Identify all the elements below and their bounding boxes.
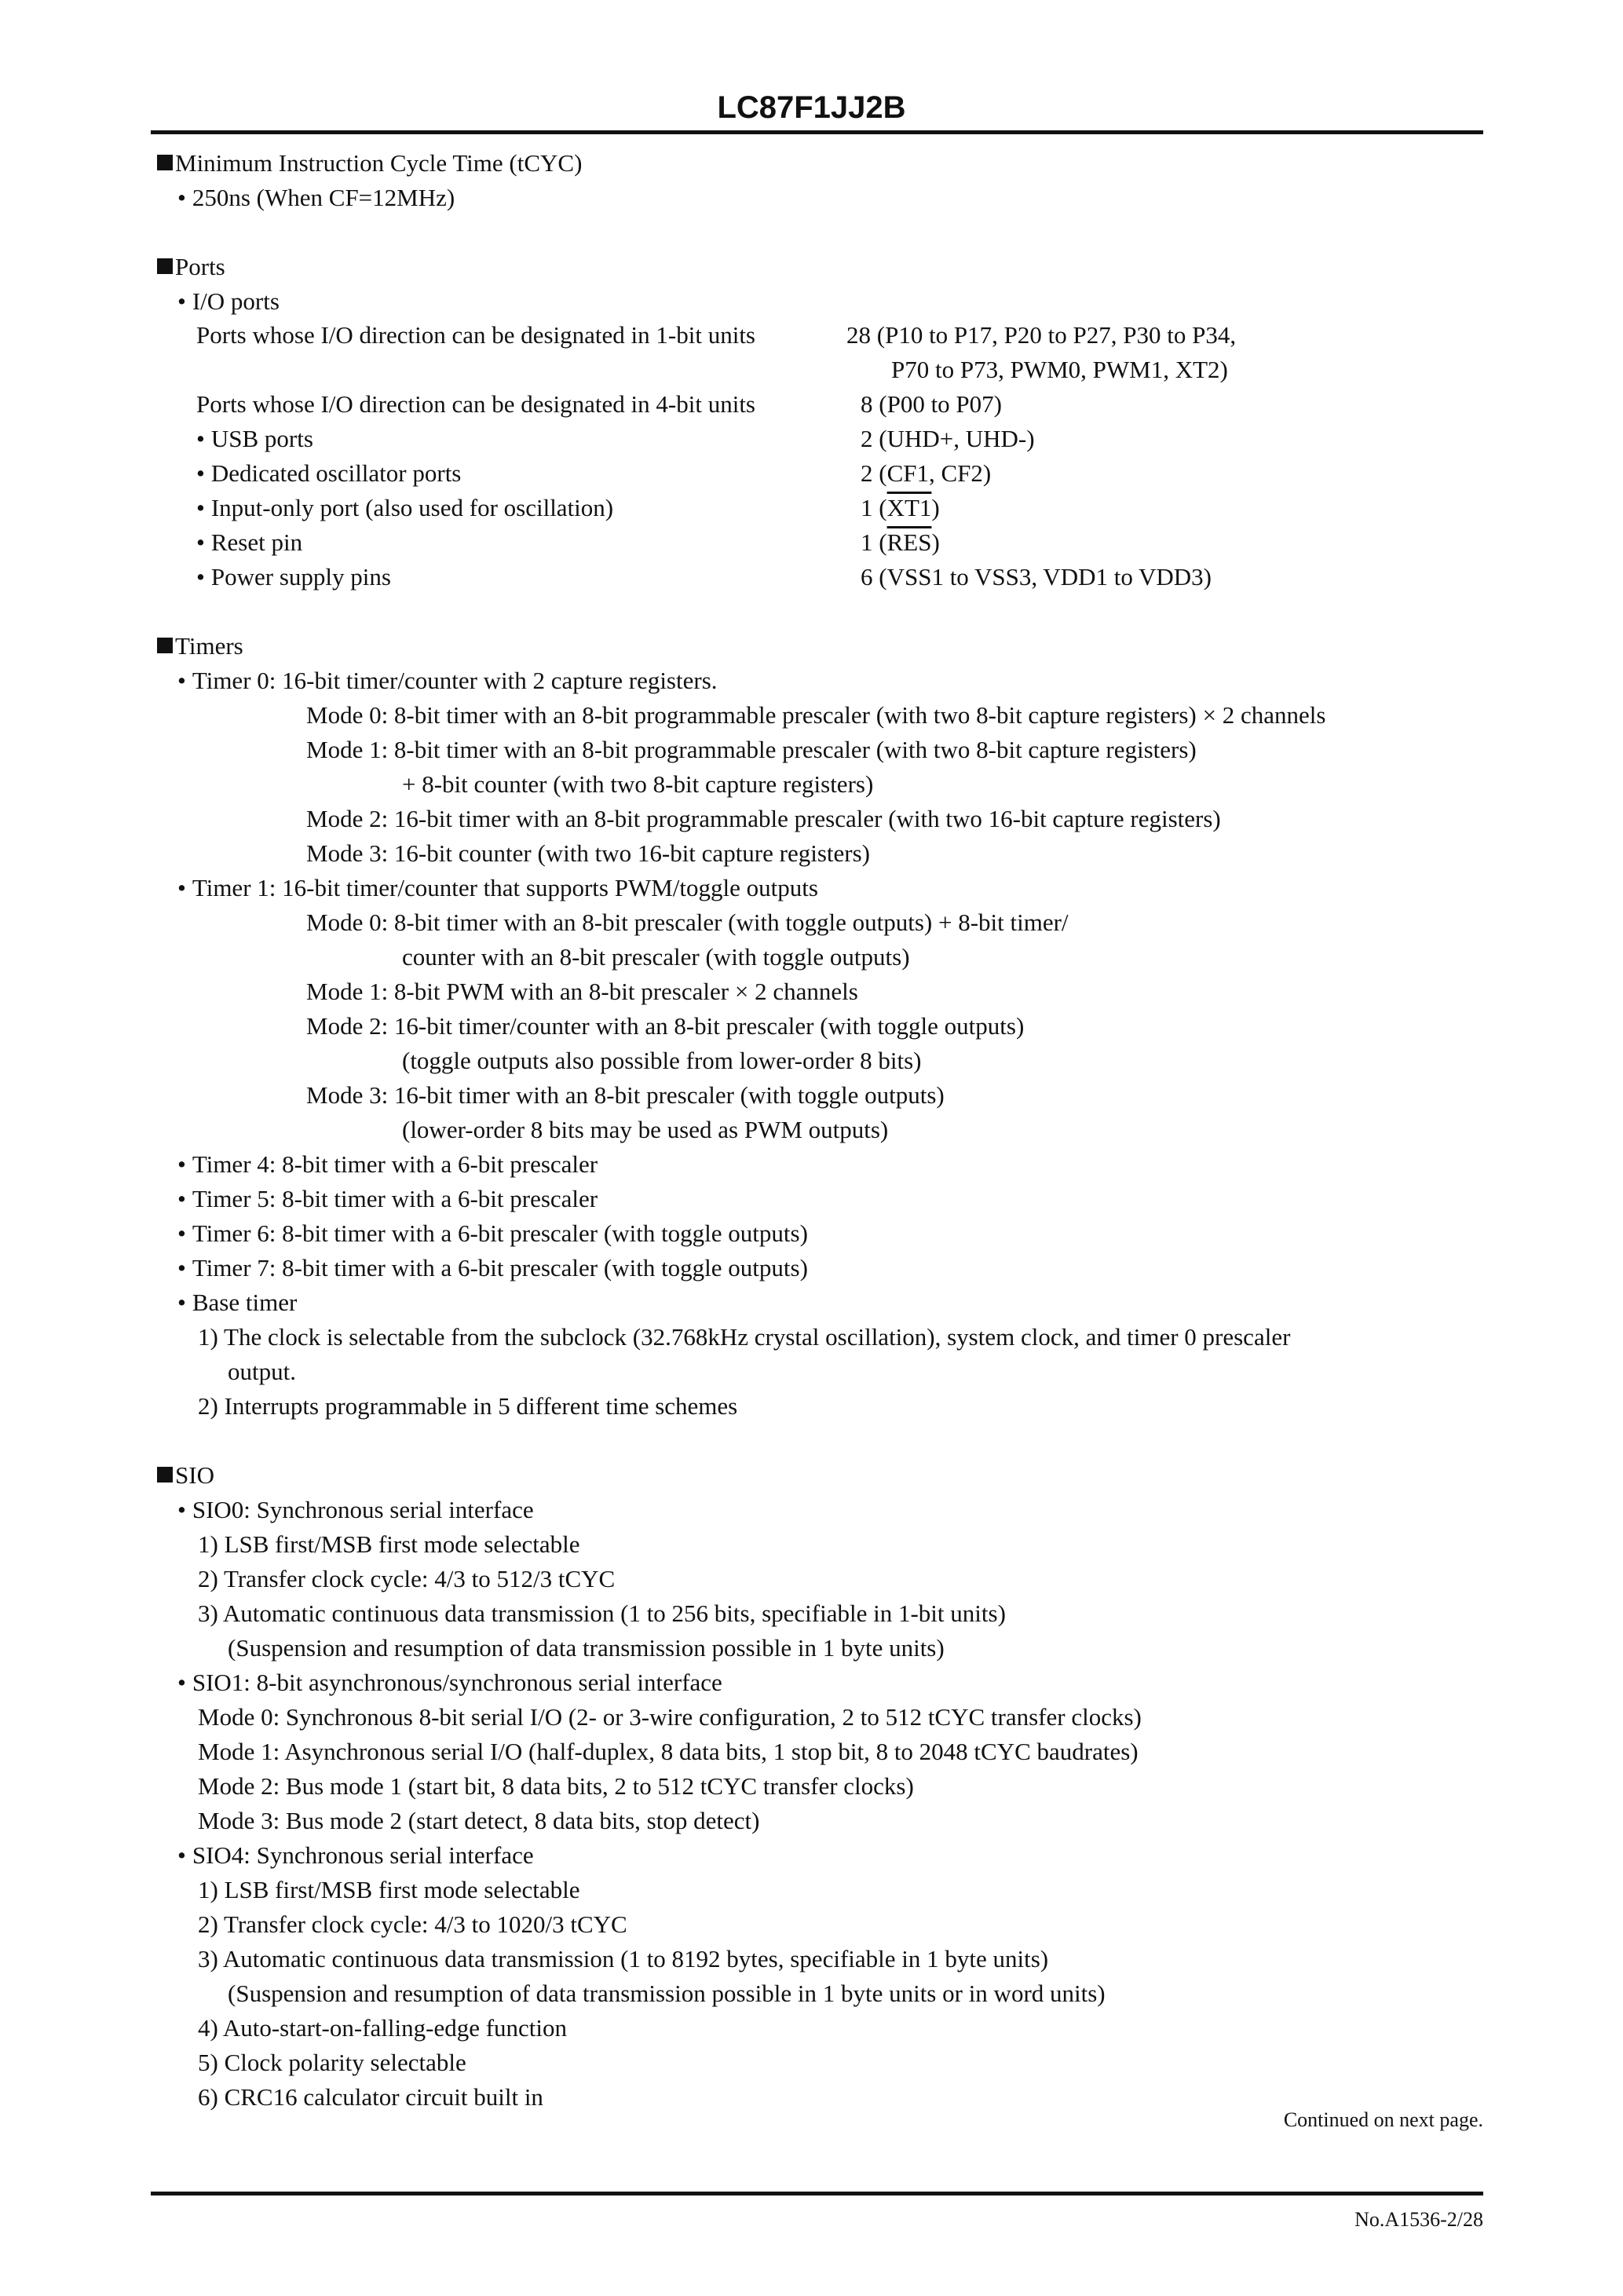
list-item: • Timer 1: 16-bit timer/counter that supports PWM/toggle outputs <box>177 874 818 901</box>
mode-line: counter with an 8-bit prescaler (with toggle outputs) <box>402 943 910 971</box>
numbered-item: 1) LSB first/MSB first mode selectable <box>198 1876 580 1903</box>
port-label: Ports whose I/O direction can be designated in 1-bit units <box>196 321 756 349</box>
port-label: Ports whose I/O direction can be designated in 4-bit units <box>196 390 756 418</box>
numbered-item: 2) Interrupts programmable in 5 different time schemes <box>198 1392 738 1420</box>
numbered-item: 2) Transfer clock cycle: 4/3 to 512/3 tCYC <box>198 1565 616 1592</box>
list-item: • Dedicated oscillator ports <box>196 459 462 487</box>
port-value: 6 (VSS1 to VSS3, VDD1 to VDD3) <box>861 563 1212 590</box>
numbered-item: (Suspension and resumption of data transmission possible in 1 byte units or in word units) <box>228 1980 1106 2007</box>
section-heading-ports: Ports <box>157 251 225 283</box>
header-rule <box>151 130 1483 134</box>
list-item: • Timer 0: 16-bit timer/counter with 2 capture registers. <box>177 667 718 694</box>
numbered-item: 5) Clock polarity selectable <box>198 2049 466 2076</box>
section-heading-sio: SIO <box>157 1460 214 1491</box>
list-item: • Base timer <box>177 1289 298 1316</box>
list-item: • 250ns (When CF=12MHz) <box>177 184 455 211</box>
section-heading-mict: Minimum Instruction Cycle Time (tCYC) <box>157 148 582 179</box>
mode-line: Mode 3: Bus mode 2 (start detect, 8 data bits, stop detect) <box>198 1807 760 1834</box>
mode-line: + 8-bit counter (with two 8-bit capture registers) <box>402 770 874 798</box>
mode-line: (lower-order 8 bits may be used as PWM outputs) <box>402 1116 889 1143</box>
mode-line: Mode 0: Synchronous 8-bit serial I/O (2- or 3-wire configuration, 2 to 512 tCYC transfer clocks) <box>198 1703 1142 1731</box>
port-value: 2 (CF1, CF2) <box>861 459 992 487</box>
list-item: • SIO0: Synchronous serial interface <box>177 1496 534 1523</box>
numbered-item: output. <box>228 1358 296 1385</box>
mode-line: Mode 0: 8-bit timer with an 8-bit prescaler (with toggle outputs) + 8-bit timer/ <box>306 909 1069 936</box>
list-item: • SIO1: 8-bit asynchronous/synchronous serial interface <box>177 1669 722 1696</box>
list-item: • SIO4: Synchronous serial interface <box>177 1841 534 1869</box>
section-heading-timers: Timers <box>157 631 243 662</box>
document-title: LC87F1JJ2B <box>717 90 906 125</box>
list-item: • Timer 6: 8-bit timer with a 6-bit prescaler (with toggle outputs) <box>177 1219 808 1247</box>
mode-line: Mode 1: 8-bit timer with an 8-bit programmable prescaler (with two 8-bit capture registers) <box>306 736 1197 763</box>
mode-line: Mode 2: 16-bit timer with an 8-bit programmable prescaler (with two 16-bit capture registers) <box>306 805 1221 832</box>
mode-line: Mode 0: 8-bit timer with an 8-bit programmable prescaler (with two 8-bit capture registers) × 2 channels <box>306 701 1326 729</box>
square-bullet-icon <box>157 155 173 170</box>
list-item: • Timer 5: 8-bit timer with a 6-bit prescaler <box>177 1185 598 1212</box>
numbered-item: 6) CRC16 calculator circuit built in <box>198 2083 543 2111</box>
continued-note: Continued on next page. <box>1283 2108 1483 2131</box>
port-value: 2 (UHD+, UHD-) <box>861 425 1035 452</box>
port-value: P70 to P73, PWM0, PWM1, XT2) <box>891 356 1228 383</box>
port-value: 28 (P10 to P17, P20 to P27, P30 to P34, <box>846 321 1237 349</box>
list-item: • USB ports <box>196 425 313 452</box>
list-item: • Reset pin <box>196 528 303 556</box>
port-value: 1 $(\overline{RES})$ <box>861 528 940 556</box>
mode-line: Mode 2: Bus mode 1 (start bit, 8 data bits, 2 to 512 tCYC transfer clocks) <box>198 1772 914 1800</box>
mode-line: Mode 1: 8-bit PWM with an 8-bit prescaler × 2 channels <box>306 978 858 1005</box>
list-item: • Timer 4: 8-bit timer with a 6-bit prescaler <box>177 1150 598 1178</box>
square-bullet-icon <box>157 638 173 653</box>
doc-number: No.A1536-2/28 <box>1354 2208 1483 2231</box>
mode-line: (toggle outputs also possible from lower-order 8 bits) <box>402 1047 922 1074</box>
numbered-item: 3) Automatic continuous data transmission (1 to 256 bits, specifiable in 1-bit units) <box>198 1600 1006 1627</box>
footer-rule <box>151 2192 1483 2195</box>
port-value: 1 (XT1) <box>861 494 940 521</box>
square-bullet-icon <box>157 258 173 274</box>
numbered-item: 1) The clock is selectable from the subclock (32.768kHz crystal oscillation), system clock, and timer 0 prescaler <box>198 1323 1291 1351</box>
numbered-item: (Suspension and resumption of data transmission possible in 1 byte units) <box>228 1634 945 1662</box>
mode-line: Mode 2: 16-bit timer/counter with an 8-bit prescaler (with toggle outputs) <box>306 1012 1025 1040</box>
mode-line: Mode 3: 16-bit timer with an 8-bit prescaler (with toggle outputs) <box>306 1081 945 1109</box>
port-value: 8 (P00 to P07) <box>861 390 1002 418</box>
numbered-item: 3) Automatic continuous data transmission (1 to 8192 bytes, specifiable in 1 byte units) <box>198 1945 1049 1972</box>
list-item: • Power supply pins <box>196 563 391 590</box>
mode-line: Mode 3: 16-bit counter (with two 16-bit capture registers) <box>306 839 870 867</box>
list-item: • Input-only port (also used for oscillation) <box>196 494 614 521</box>
list-item: • I/O ports <box>177 287 280 315</box>
numbered-item: 4) Auto-start-on-falling-edge function <box>198 2014 568 2042</box>
list-item: • Timer 7: 8-bit timer with a 6-bit prescaler (with toggle outputs) <box>177 1254 808 1281</box>
numbered-item: 2) Transfer clock cycle: 4/3 to 1020/3 tCYC <box>198 1910 627 1938</box>
mode-line: Mode 1: Asynchronous serial I/O (half-duplex, 8 data bits, 1 stop bit, 8 to 2048 tCYC baudrates) <box>198 1738 1139 1765</box>
square-bullet-icon <box>157 1467 173 1483</box>
numbered-item: 1) LSB first/MSB first mode selectable <box>198 1530 580 1558</box>
